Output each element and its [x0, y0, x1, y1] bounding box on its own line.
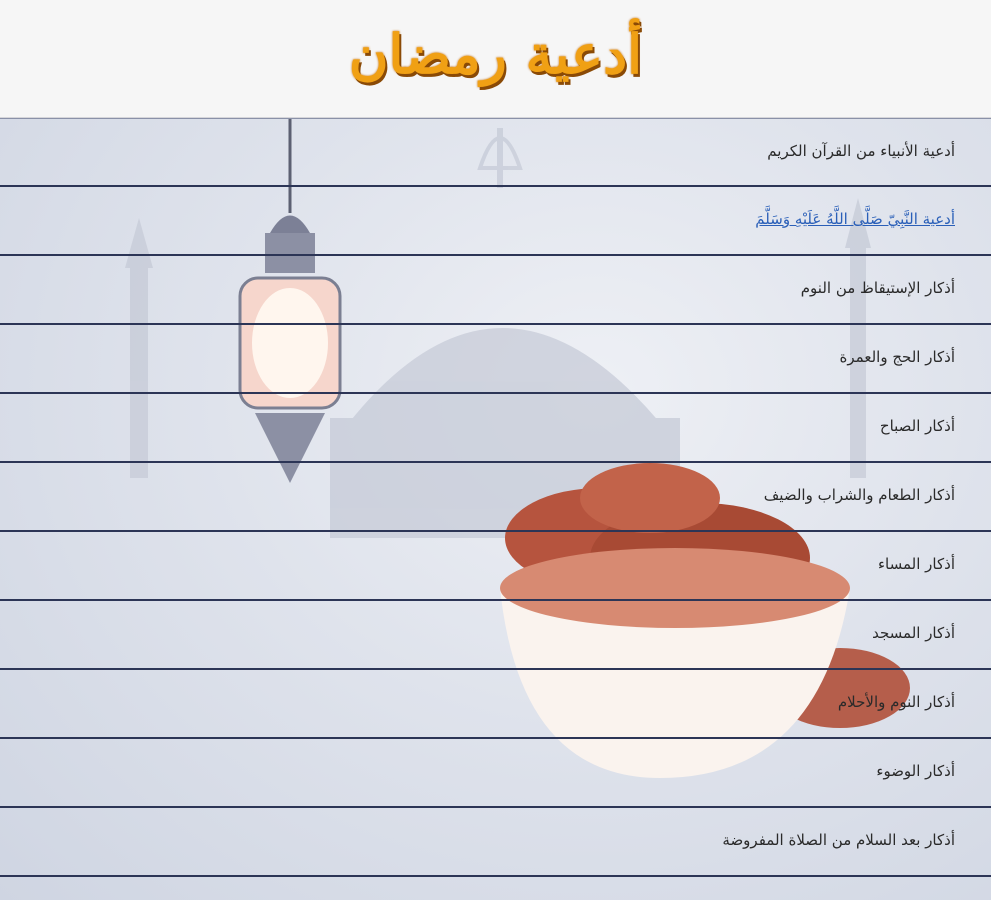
app-header: [0, 0, 991, 118]
list-item[interactable]: [0, 325, 991, 394]
list-item-link[interactable]: أدعية النَّبِيّ صَلَّى اللَّهُ عَلَيْهِ وَسَلَّمَ: [755, 210, 955, 228]
list-item[interactable]: [0, 187, 991, 256]
list-item[interactable]: [0, 601, 991, 670]
list-item-label: أذكار بعد السلام من الصلاة المفروضة: [722, 831, 955, 849]
list-item-label: أدعية الأنبياء من القرآن الكريم: [767, 142, 955, 160]
app-title: أدعية رمضان: [348, 22, 643, 86]
list-item[interactable]: [0, 739, 991, 808]
list-item-label: أذكار الصباح: [879, 417, 955, 435]
list-item[interactable]: [0, 463, 991, 532]
list-item[interactable]: [0, 118, 991, 187]
list-item-label: أذكار الحج والعمرة: [839, 348, 955, 366]
list-item-label: أذكار المسجد: [872, 624, 955, 642]
list-item[interactable]: [0, 394, 991, 463]
main-content: [0, 118, 991, 900]
list-item-label: أذكار المساء: [878, 555, 955, 573]
dua-list: [0, 118, 991, 877]
list-item[interactable]: [0, 808, 991, 877]
list-item-label: أذكار النوم والأحلام: [837, 693, 955, 711]
list-item[interactable]: [0, 670, 991, 739]
list-item[interactable]: [0, 532, 991, 601]
list-item-label: أذكار الإستيقاظ من النوم: [800, 279, 955, 297]
list-item[interactable]: [0, 256, 991, 325]
list-item-label: أذكار الوضوء: [876, 762, 955, 780]
list-item-label: أذكار الطعام والشراب والضيف: [763, 486, 955, 504]
